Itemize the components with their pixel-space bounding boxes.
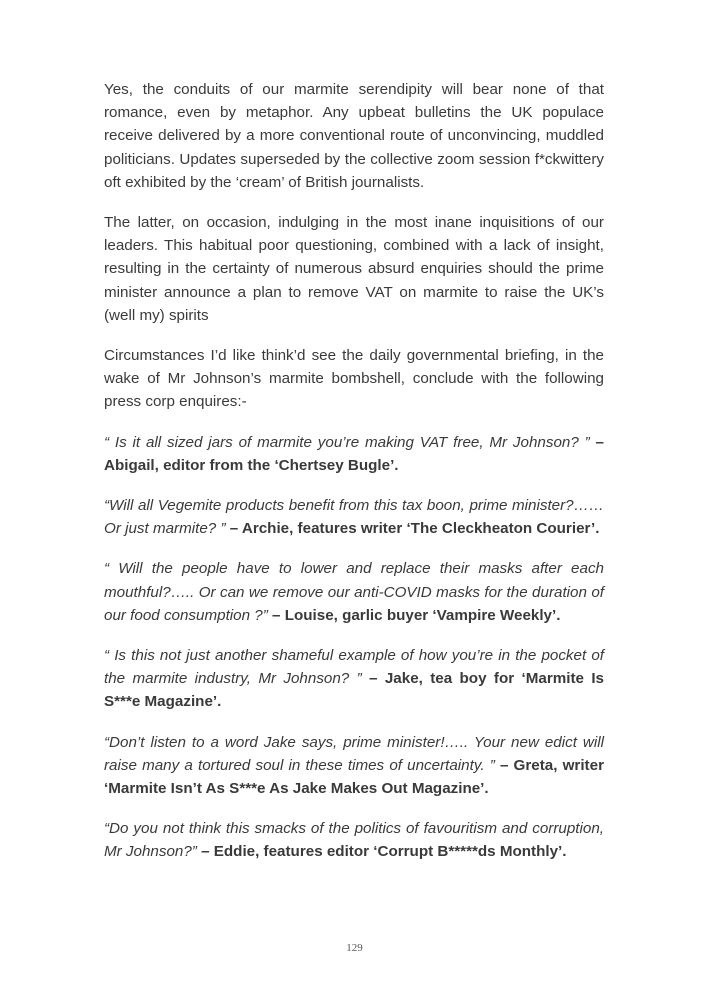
question-attribution: – Louise, garlic buyer ‘Vampire Weekly’. — [272, 606, 561, 624]
press-question — [104, 557, 604, 627]
question-text: “Don’t listen to a word Jake says, prime minister!….. Your new edict will raise many a tortured soul in these times of uncertainty. ” — [104, 733, 604, 774]
question-attribution: – Eddie, features editor ‘Corrupt B*****ds Monthly’. — [201, 843, 567, 861]
paragraph: Circumstances I’d like think’d see the daily governmental briefing, in the wake of Mr Johnson’s marmite bombshell, conclude with the following press corp enquires:- — [104, 347, 604, 411]
question-text: “Will all Vegemite products benefit from this tax boon, prime minister?…… Or just marmite? ” — [104, 497, 604, 538]
paragraph: Yes, the conduits of our marmite serendipity will bear none of that romance, even by metaphor. Any upbeat bulletins the UK populace receive delivered by a more conventional route of unconvincing, muddled politicians. Updates superseded by the collective zoom session f*ckwittery oft exhibited by the ‘cream’ of British journalists. — [104, 81, 604, 191]
press-question — [104, 431, 604, 477]
press-question — [104, 731, 604, 801]
paragraph: The latter, on occasion, indulging in the most inane inquisitions of our leaders. This habitual poor questioning, combined with a lack of insight, resulting in the certainty of numerous absurd enquiries should the prime minister announce a plan to remove VAT on marmite to raise the UK’s (well my) spirits — [104, 214, 604, 324]
question-attribution: – Greta, writer ‘Marmite Isn’t As S***e As Jake Makes Out Magazine’. — [104, 756, 604, 798]
page-number: 129 — [346, 942, 363, 954]
question-text: “ Will the people have to lower and replace their masks after each mouthful?….. Or can we remove our anti-COVID masks for the duration of our food consumption ?” — [104, 560, 604, 624]
press-question — [104, 817, 604, 863]
question-text: “ Is this not just another shameful example of how you’re in the pocket of the marmite industry, Mr Johnson? ” — [104, 647, 604, 688]
page-body — [104, 78, 604, 881]
press-question — [104, 644, 604, 714]
question-text: “Do you not think this smacks of the politics of favouritism and corruption, Mr Johnson?” — [104, 820, 604, 861]
question-attribution: – Jake, tea boy for ‘Marmite Is S***e Magazine’. — [104, 670, 604, 711]
question-attribution: – Archie, features writer ‘The Cleckheaton Courier’. — [229, 520, 600, 538]
question-attribution: – Abigail, editor from the ‘Chertsey Bugle’. — [104, 433, 604, 474]
question-text: “ Is it all sized jars of marmite you’re making VAT free, Mr Johnson? ” — [104, 433, 590, 451]
press-question — [104, 494, 604, 540]
